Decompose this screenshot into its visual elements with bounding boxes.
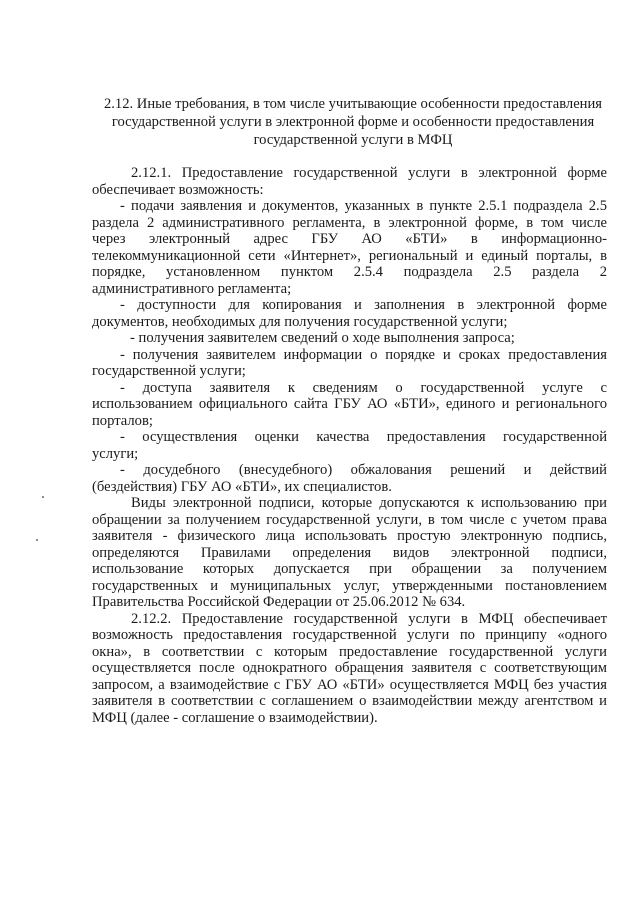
list-item-line: через электронный адрес ГБУ АО «БТИ» в информационно- [92, 231, 607, 247]
document-body [92, 165, 607, 726]
paragraph-line: Виды электронной подписи, которые допускаются к использованию при [131, 495, 607, 511]
list-item-line: порядке, установленном пунктом 2.5.4 подраздела 2.5 раздела 2 [92, 264, 607, 280]
list-item-line: - доступа заявителя к сведениям о государственной услуге с [120, 379, 607, 396]
paragraph-line: возможность предоставления государственной услуги по принципу «одного [92, 627, 607, 643]
list-item-line: - подачи заявления и документов, указанных в пункте 2.5.1 подраздела 2.5 [120, 198, 607, 214]
paragraph-line: определяются Правилами определения видов электронной подписи, [92, 544, 607, 561]
heading-line: государственной услуги в МФЦ [253, 131, 453, 148]
list-item-line: (бездействия) ГБУ АО «БТИ», их специалистов. [92, 478, 392, 495]
heading-line: 2.12. Иные требования, в том числе учитывающие особенности предоставления [103, 96, 603, 112]
scan-speck [36, 539, 38, 541]
paragraph-line: Правительства Российской Федерации от 25.06.2012 № 634. [92, 594, 466, 610]
paragraph-line: заявителя в соответствии с соглашением о взаимодействии между агентством и [92, 693, 607, 709]
paragraph-line: государственных и муниципальных услуг, утвержденными постановлением [92, 577, 607, 594]
list-item-line: услуги; [92, 445, 139, 462]
paragraph-line: осуществляется после однократного обращения заявителя с соответствующим [92, 660, 607, 676]
list-item-line: раздела 2 административного регламента, в электронной форме, в том числе [92, 214, 607, 231]
paragraph-line: 2.12.1. Предоставление государственной услуги в электронной форме [131, 165, 607, 181]
list-item-line: - доступности для копирования и заполнения в электронной форме [120, 297, 607, 313]
paragraph-line: запросом, а взаимодействие с ГБУ АО «БТИ» осуществляется МФЦ без участия [92, 676, 607, 693]
paragraph-line: МФЦ (далее - соглашение о взаимодействии). [92, 709, 378, 726]
paragraph-line: обращении за получением государственной услуги, в том числе с учетом права [92, 511, 607, 528]
paragraph-line: обеспечивает возможность: [92, 181, 264, 198]
list-item-line: государственной услуги; [92, 363, 246, 379]
list-item-line: - получения заявителем информации о порядке и сроках предоставления [120, 346, 607, 363]
list-item-line: телекоммуникационной сети «Интернет», региональный и единый порталы, в [92, 247, 607, 264]
list-item-line: - осуществления оценки качества предоставления государственной [120, 429, 607, 445]
heading-line: государственной услуги в электронной форме и особенности предоставления [111, 113, 595, 130]
paragraph-line: использование которых допускается при обращении за получением [92, 561, 607, 577]
paragraph-line: окна», в соответствии с которым предоставление государственной услуги [92, 643, 607, 660]
paragraph-line: 2.12.2. Предоставление государственной услуги в МФЦ обеспечивает [131, 610, 607, 627]
scan-speck [42, 496, 44, 498]
list-item-line: использованием официального сайта ГБУ АО «БТИ», единого и регионального [92, 396, 607, 412]
list-item-line: порталов; [92, 412, 153, 429]
paragraph-line: заявителя - физического лица использовать простую электронную подпись, [92, 528, 607, 544]
list-item-line: - досудебного (внесудебного) обжалования решений и действий [120, 462, 607, 478]
section-heading [88, 96, 618, 149]
list-item-line: административного регламента; [92, 280, 292, 297]
list-item-line: - получения заявителем сведений о ходе выполнения запроса; [130, 330, 515, 346]
list-item-line: документов, необходимых для получения государственной услуги; [92, 313, 508, 330]
